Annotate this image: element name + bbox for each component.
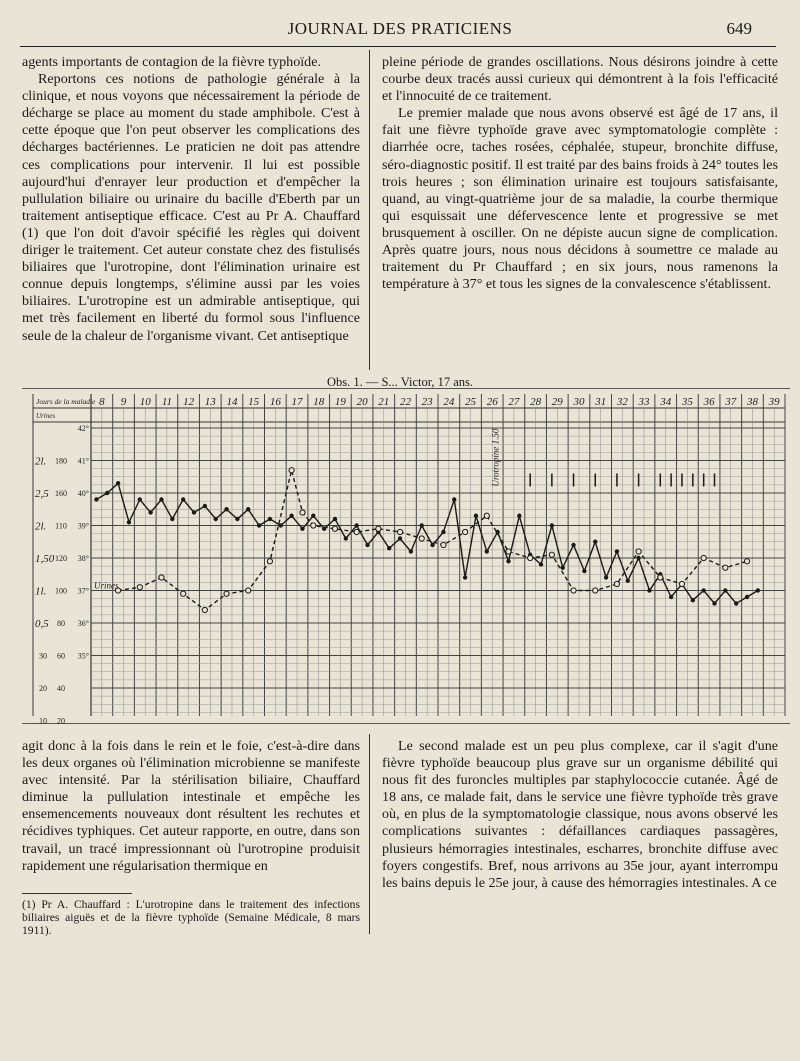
tick-label-day: 33 — [638, 396, 650, 408]
data-point-1 — [452, 497, 456, 501]
data-point-1 — [127, 520, 131, 524]
data-point-2 — [300, 510, 305, 515]
data-point-2 — [441, 542, 446, 547]
tick-label-day: 22 — [399, 396, 411, 408]
data-point-1 — [745, 595, 749, 599]
data-point-1 — [463, 575, 467, 579]
data-point-1 — [105, 491, 109, 495]
tick-label-day: 12 — [183, 396, 195, 408]
data-point-2 — [267, 559, 272, 564]
data-point-1 — [224, 507, 228, 511]
annotation-urotropine: Urotropine 1.50 — [490, 428, 501, 487]
tick-label-day: 25 — [465, 396, 477, 408]
tick-label-urine: 2,5 — [35, 488, 49, 500]
data-point-1 — [571, 543, 575, 547]
data-point-1 — [181, 497, 185, 501]
data-point-1 — [354, 523, 358, 527]
data-point-1 — [561, 566, 565, 570]
tick-label-day: 13 — [204, 396, 216, 408]
data-point-1 — [669, 595, 673, 599]
tick-label-pulse-extra: 20 — [39, 684, 47, 693]
data-point-1 — [257, 523, 261, 527]
data-point-2 — [376, 526, 381, 531]
data-point-1 — [365, 543, 369, 547]
data-point-2 — [484, 513, 489, 518]
left-column-bottom — [22, 738, 360, 875]
data-point-1 — [723, 588, 727, 592]
tick-label-day: 20 — [356, 396, 368, 408]
tick-label-day: 16 — [269, 396, 281, 408]
tick-label-day: 10 — [139, 396, 151, 408]
tick-label-urine: 2l. — [35, 455, 47, 468]
urines-label: Urines — [94, 580, 119, 591]
paragraph: agents importants de contagion de la fièvre typhoïde. — [22, 54, 322, 70]
data-point-1 — [94, 497, 98, 501]
column-divider — [369, 50, 370, 370]
paragraph: agit donc à la fois dans le rein et le foie, c'est-à-dire dans les deux organes où l'élimination microbienne se manifeste avec intensité. Par la stérilisation biliaire, Chauffard diminue la pullulation intestinale et empêche les ensemencements nouveaux dont résultent les rechutes et récidives typhiques. Cet auteur rapporte, en outre, dans son travail, un tracé impressionnant où l'urotropine produisit rapidement une régularisation thermique en — [22, 738, 360, 874]
tick-label-pulse: 60 — [57, 651, 65, 661]
paragraph: Reportons ces notions de pathologie générale à la clinique, et nous voyons que nécessairement la période de décharge se place au moment du stade amphibole. C'est à cette époque que l'on peut observer les complications des décharges bactériennes. Le praticien ne doit pas attendre ces complications pour intervenir. Il lui est possible aujourd'hui d'enrayer leur production et d'empêcher la pullulation biliaire ou urinaire du bacille d'Eberth par un traitement antiseptique efficace. C'est au Pr A. Chauffard (1) que l'on doit d'avoir spécifié les règles qui doivent diriger le traitement. Cet auteur constate chez des fistulisés biliaires que l'urotropine, dont l'élimination urinaire est connue depuis longtemps, s'élimine aussi par les voies biliaires. L'urotropine est un admirable antiseptique, qui met très facilement en liberté du formol sous l'influence seule de la chaleur de l'organisme vivant. Cet antiseptique — [22, 71, 360, 344]
tick-label-day: 29 — [551, 396, 563, 408]
tick-label-day: 14 — [226, 396, 238, 408]
data-point-2 — [723, 565, 728, 570]
data-point-1 — [506, 559, 510, 563]
tick-label-pulse: 120 — [55, 554, 67, 563]
data-point-2 — [289, 468, 294, 473]
data-point-1 — [235, 517, 239, 521]
data-point-2 — [571, 588, 576, 593]
tick-label-day: 30 — [573, 396, 585, 408]
data-point-1 — [550, 523, 554, 527]
tick-label-day: 34 — [660, 396, 672, 408]
paragraph: pleine période de grandes oscillations. Nous désirons joindre à cette courbe deux tracés aussi curieux qui démontrent à la fois l'efficacité et l'innocuité de ce traitement. — [382, 54, 778, 105]
data-point-1 — [474, 514, 478, 518]
data-point-1 — [701, 588, 705, 592]
tick-label-temp: 36° — [77, 619, 89, 628]
data-point-2 — [419, 536, 424, 541]
tick-label-pulse-extra: 30 — [39, 651, 47, 661]
data-point-2 — [181, 591, 186, 596]
tick-label-day: 21 — [378, 396, 390, 408]
data-point-1 — [441, 530, 445, 534]
paragraph: Le second malade est un peu plus complexe, car il s'agit d'une fièvre typhoïde beaucoup plus grave sur un organisme débilité qui nous fit des furoncles multiples par staphylococcie cutanée. Âgé de 18 ans, ce malade fait, dans le service une fièvre typhoïde très grave où, en plus de la symptomatologie classique, nous avons observé les complications suivantes : défaillances cardiaques passagères, plusieurs hémorragies intestinales, escharres, bronchite diffuse avec foyers congestifs. Bref, nous arrivons au 35e jour, ayant interrompu les bains depuis le 25e jour, à cause des hémorragies intestinales. A ce — [382, 738, 778, 891]
tick-label-day: 27 — [508, 396, 520, 408]
tick-label-day: 32 — [616, 396, 628, 408]
tick-label-day: 37 — [725, 396, 737, 408]
tick-label-temp: 37° — [77, 586, 89, 596]
page-number: 649 — [726, 19, 752, 38]
data-point-1 — [138, 497, 142, 501]
tick-label-temp: 42° — [77, 424, 89, 433]
data-point-2 — [679, 581, 684, 586]
data-point-1 — [289, 514, 293, 518]
data-point-1 — [734, 601, 738, 605]
footnote: (1) Pr A. Chauffard : L'urotropine dans le traitement des infections biliaires aiguës et de la fièvre typhoïde (Semaine Médicale, 8 mars 1911). — [22, 898, 360, 937]
tick-label-day: 17 — [291, 396, 303, 408]
tick-label-pulse: 80 — [57, 619, 65, 628]
tick-label-day: 9 — [120, 396, 127, 408]
data-point-1 — [691, 598, 695, 602]
right-column-top — [382, 54, 778, 293]
tick-label-day: 38 — [746, 396, 758, 408]
data-point-1 — [582, 569, 586, 573]
tick-label-pulse: 20 — [57, 716, 65, 726]
data-point-1 — [116, 481, 120, 485]
data-point-1 — [615, 549, 619, 553]
tick-label-day: 15 — [248, 396, 260, 408]
data-point-1 — [485, 549, 489, 553]
data-point-1 — [604, 575, 608, 579]
header-label: Jours de la maladie — [36, 397, 96, 406]
tick-label-pulse: 40 — [57, 684, 65, 693]
row-label: Urines — [36, 412, 56, 420]
data-point-1 — [593, 540, 597, 544]
data-point-1 — [148, 510, 152, 514]
tick-label-day: 39 — [768, 396, 780, 408]
data-point-1 — [409, 549, 413, 553]
data-point-2 — [528, 555, 533, 560]
data-point-1 — [214, 517, 218, 521]
tick-label-pulse: 160 — [55, 489, 67, 498]
data-point-2 — [658, 575, 663, 580]
tick-label-day: 18 — [313, 396, 325, 408]
tick-label-day: 26 — [486, 396, 498, 408]
tick-label-temp: 39° — [77, 521, 89, 531]
column-divider — [369, 734, 370, 934]
tick-label-pulse: 110 — [55, 521, 67, 531]
tick-label-temp: 41° — [77, 456, 89, 466]
data-point-1 — [712, 601, 716, 605]
figure-caption: Obs. 1. — S... Victor, 17 ans. — [326, 375, 474, 389]
running-title: JOURNAL DES PRATICIENS — [287, 19, 513, 38]
data-point-2 — [202, 607, 207, 612]
data-point-1 — [539, 562, 543, 566]
tick-label-day: 35 — [681, 396, 693, 408]
data-point-1 — [311, 514, 315, 518]
tick-label-urine: 1l. — [35, 585, 47, 598]
data-point-1 — [647, 588, 651, 592]
data-point-1 — [756, 588, 760, 592]
data-point-1 — [420, 523, 424, 527]
tick-label-day: 28 — [530, 396, 542, 408]
tick-label-urine: 2l. — [35, 520, 47, 533]
footnote-rule — [22, 893, 132, 894]
tick-label-temp: 38° — [77, 554, 89, 563]
data-point-2 — [593, 588, 598, 593]
tick-label-temp: 35° — [77, 651, 89, 661]
data-point-2 — [311, 523, 316, 528]
data-point-1 — [430, 543, 434, 547]
tick-label-temp: 40° — [77, 489, 89, 498]
data-point-1 — [159, 497, 163, 501]
temperature-chart — [33, 394, 785, 726]
data-point-1 — [170, 517, 174, 521]
data-point-1 — [398, 536, 402, 540]
data-point-2 — [636, 549, 641, 554]
tick-label-day: 11 — [161, 396, 172, 408]
data-point-1 — [517, 514, 521, 518]
data-point-2 — [246, 588, 251, 593]
paragraph: Le premier malade que nous avons observé est âgé de 17 ans, il fait une fièvre typhoïde grave avec symptomatologie complète : diarrhée ocre, taches rosées, céphalée, stupeur, bronchite diffuse, séro-diagnostic positif. Il est traité par des bains froids à 24° toutes les trois heures ; son élimination urinaire est toujours satisfaisante, quand, au vingt-quatrième jour de sa maladie, la courbe thermique qui esquissait une défervescence lente et progressive se met brusquement à osciller. On ne dépiste aucun signe de complication. Après quatre jours, nous nous décidons à soumettre ce malade au traitement du Pr Chauffard ; en six jours, nous ramenons la température à 37° et tous les signes de la convalescence s'établissent. — [382, 105, 778, 293]
data-point-2 — [159, 575, 164, 580]
data-point-1 — [344, 536, 348, 540]
series-line-2 — [118, 470, 747, 610]
tick-label-urine: 1,50 — [35, 553, 55, 565]
tick-label-day: 31 — [595, 396, 607, 408]
left-column-top — [22, 54, 360, 345]
data-point-2 — [549, 552, 554, 557]
data-point-2 — [463, 529, 468, 534]
header-rule — [20, 46, 776, 47]
data-point-1 — [636, 556, 640, 560]
data-point-2 — [137, 585, 142, 590]
data-point-1 — [203, 504, 207, 508]
data-point-1 — [268, 517, 272, 521]
tick-label-pulse: 180 — [55, 456, 67, 466]
tick-label-urine: 0,5 — [35, 618, 49, 630]
tick-label-day: 23 — [421, 396, 433, 408]
data-point-2 — [744, 559, 749, 564]
data-point-1 — [300, 527, 304, 531]
data-point-1 — [333, 517, 337, 521]
tick-label-day: 19 — [334, 396, 346, 408]
data-point-2 — [354, 529, 359, 534]
right-column-bottom — [382, 738, 778, 892]
data-point-2 — [332, 526, 337, 531]
data-point-2 — [224, 591, 229, 596]
tick-label-pulse: 100 — [55, 586, 67, 596]
data-point-2 — [701, 555, 706, 560]
data-point-1 — [279, 523, 283, 527]
tick-label-day: 8 — [99, 396, 105, 408]
data-point-1 — [387, 546, 391, 550]
data-point-2 — [614, 581, 619, 586]
data-point-2 — [506, 549, 511, 554]
tick-label-day: 24 — [443, 396, 455, 408]
data-point-1 — [192, 510, 196, 514]
data-point-1 — [246, 507, 250, 511]
tick-label-pulse-extra: 10 — [39, 716, 47, 726]
data-point-2 — [397, 529, 402, 534]
data-point-1 — [626, 579, 630, 583]
tick-label-day: 36 — [703, 396, 715, 408]
